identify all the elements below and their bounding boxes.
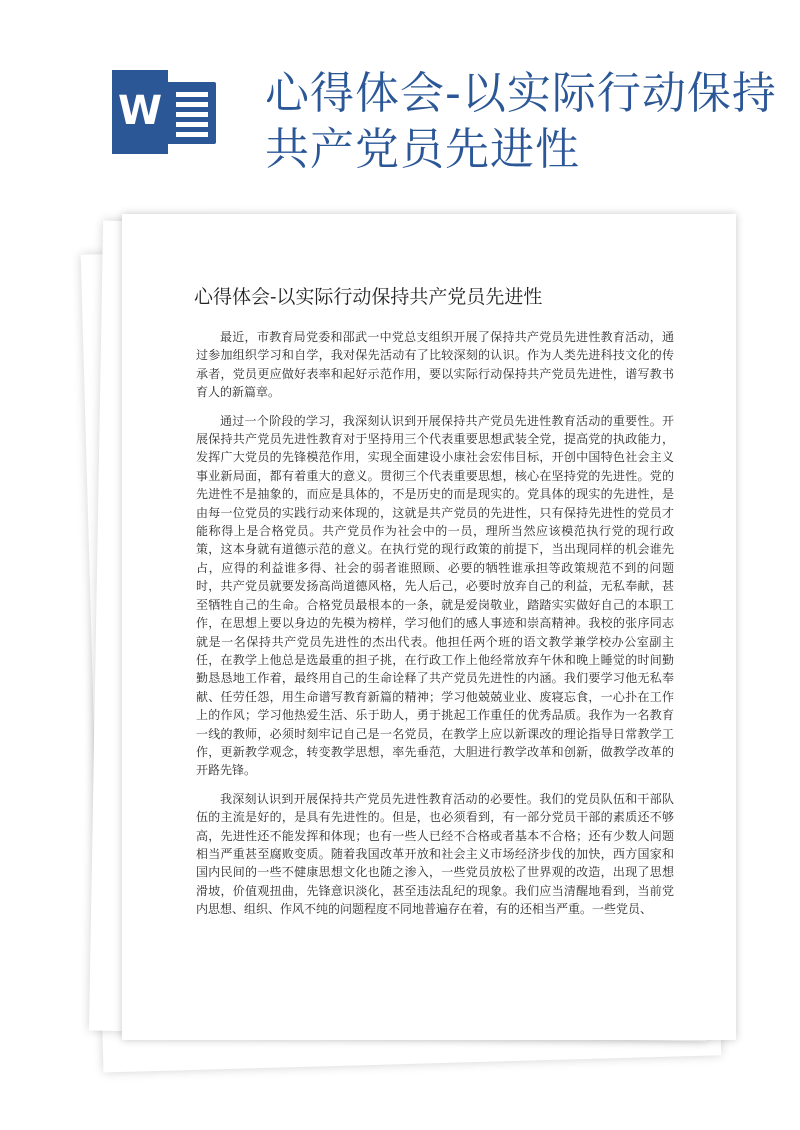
paragraph: 最近，市教育局党委和邵武一中党总支组织开展了保持共产党员先进性教育活动，通过参加组织学习和自学，我对保先活动有了比较深刻的认识。作为人类先进科技文化的传承者，党员更应做好表率和起好示范作用，要以实际行动保持共产党员先进性，谱写教书育人的新篇章。 [196, 330, 674, 400]
document-title: 心得体会-以实际行动保持共产党员先进性 [194, 286, 543, 308]
paragraph: 我深刻认识到开展保持共产党员先进性教育活动的必要性。我们的党员队伍和干部队伍的主流是好的，是具有先进性的。但是，也必须看到，有一部分党员干部的素质还不够高，先进性还不能发挥和体现；也有一些人已经不合格或者基本不合格；还有少数人问题相当严重甚至腐败变质。随着我国改革开放和社会主义市场经济步伐的加快，西方国家和国内民间的一些不健康思想文化也随之渗入，一些党员放松了世界观的改造，出现了思想滑坡，价值观扭曲，先锋意识淡化，甚至违法乱纪的现象。我们应当清醒地看到，当前党内思想、组织、作风不纯的问题程度不同地普遍存在着，有的还相当严重。一些党员、 [196, 791, 674, 917]
word-letter: W [117, 88, 163, 134]
paragraph: 通过一个阶段的学习，我深刻认识到开展保持共产党员先进性教育活动的重要性。开展保持共产党员先进性教育对于坚持用三个代表重要思想武装全党，提高党的执政能力，发挥广大党员的先锋模范作用，实现全面建设小康社会宏伟目标，开创中国特色社会主义事业新局面，都有着重大的意义。贯彻三个代表重要思想，核心在坚持党的先进性。党的先进性不是抽象的，而应是具体的，不是历史的而是现实的。党具体的现实的先进性，是由每一位党员的实践行动来体现的，这就是共产党员的先进性，只有保持先进性的党员才能称得上是合格党员。共产党员作为社会中的一员，理所当然应该模范执行党的现行政策，这本身就有道德示范的意义。在执行党的现行政策的前提下，当出现同样的机会谁先占，应得的利益谁多得、社会的弱者谁照顾、必要的牺牲谁承担等政策规范不到的问题时，共产党员就要发扬高尚道德风格，先人后己，必要时放弃自己的利益，无私奉献，甚至牺牲自己的生命。合格党员最根本的一条，就是爱岗敬业，踏踏实实做好自己的本职工作，在思想上要以身边的先模为榜样，学习他们的感人事迹和崇高精神。我校的张序同志就是一名保持共产党员先进性的杰出代表。他担任两个班的语文教学兼学校办公室副主任，在教学上他总是选最重的担子挑，在行政工作上他经常放弃午休和晚上睡觉的时间勤勤恳恳地工作着，最终用自己的生命诠释了共产党员先进性的内涵。我们要学习他无私奉献、任劳任怨，用生命谱写教育新篇的精神；学习他兢兢业业、废寝忘食，一心扑在工作上的作风；学习他热爱生活、乐于助人，勇于挑起工作重任的优秀品质。我作为一名教育一线的教师，必须时刻牢记自己是一名党员，在教学上应以新课改的理论指导日常教学工作，更新教学观念，转变教学思想，率先垂范，大胆进行教学改革和创新，做教学改革的开路先锋。 [196, 413, 674, 778]
word-document-icon [112, 70, 168, 154]
document-page [122, 214, 736, 1040]
document-body [196, 328, 674, 929]
page-title: 心得体会-以实际行动保持共产党员先进性 [265, 68, 777, 175]
word-logo [112, 70, 222, 156]
